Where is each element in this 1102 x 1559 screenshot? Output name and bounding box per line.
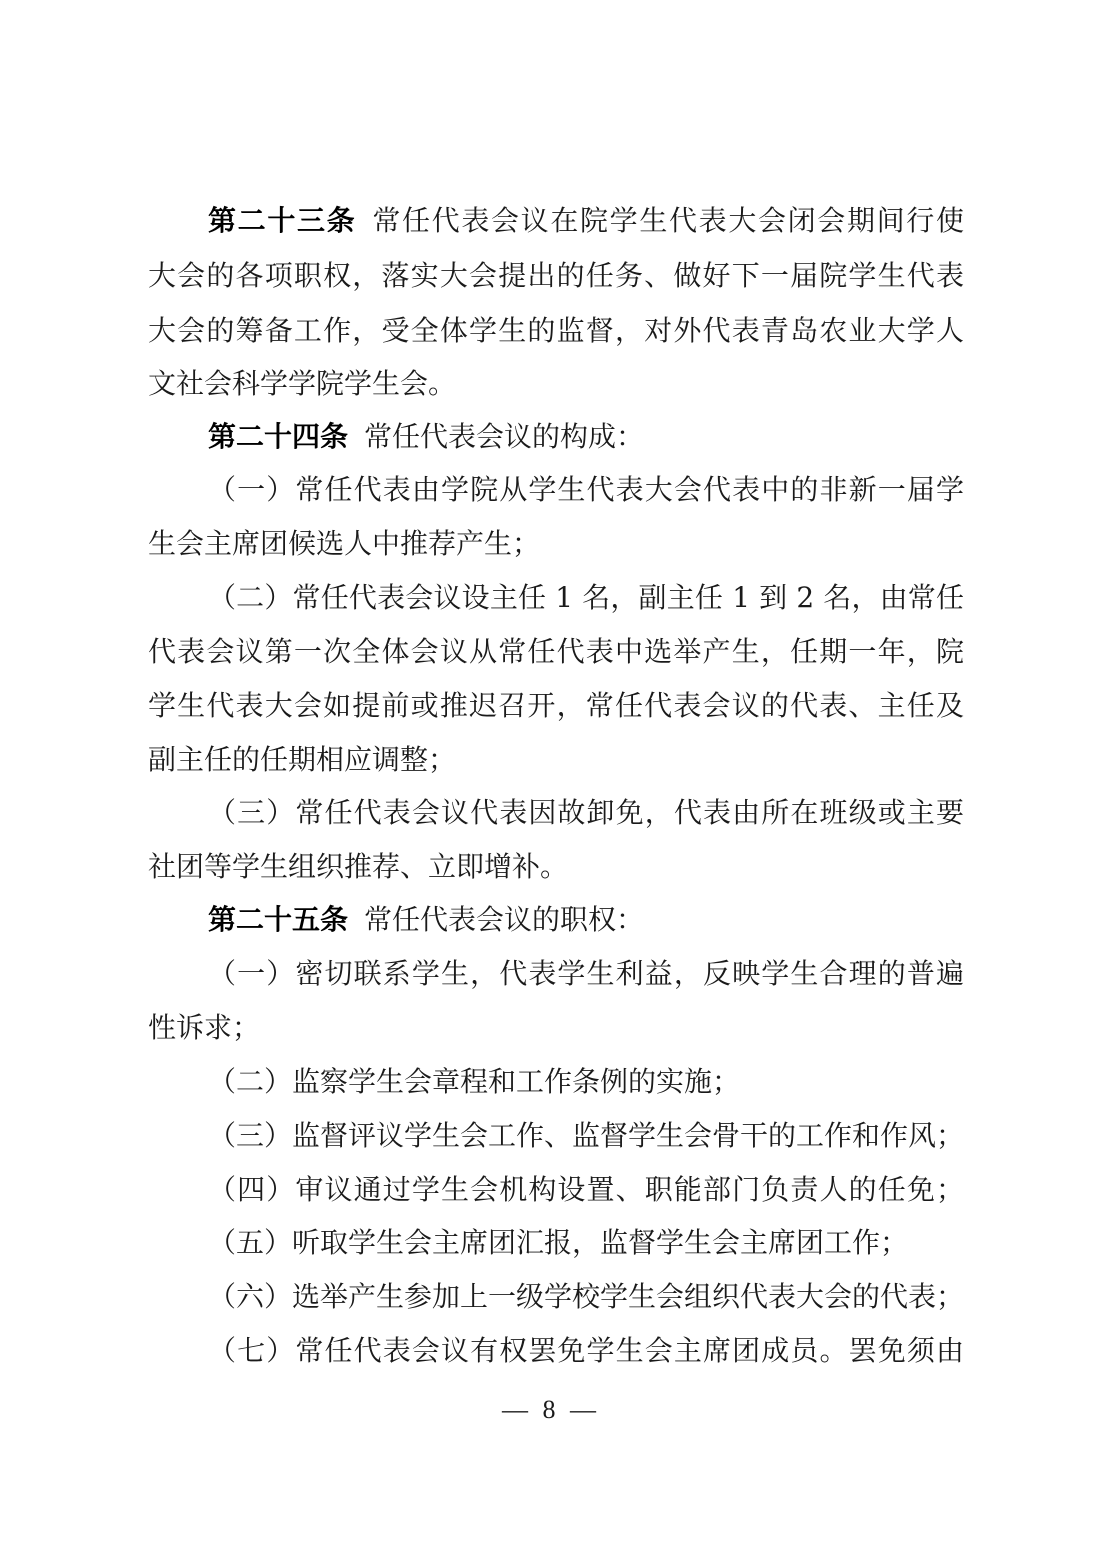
article-24-item-2-line-2: 代表会议第一次全体会议从常任代表中选举产生，任期一年，院 [148,635,964,668]
article-24-item-3-line-2: 社团等学生组织推荐、立即增补。 [148,850,569,883]
article-25-item-1-line-2: 性诉求； [148,1011,261,1044]
article-23-line-2: 大会的各项职权，落实大会提出的任务、做好下一届院学生代表 [148,259,964,292]
article-25-heading: 第二十五条 [208,903,349,936]
article-25-item-3: （三）监督评议学生会工作、监督学生会骨干的工作和作风； [208,1119,965,1152]
article-24-item-1-line-1: （一）常任代表由学院从学生代表大会代表中的非新一届学 [208,473,964,506]
article-24-item-3-line-1: （三）常任代表会议代表因故卸免，代表由所在班级或主要 [208,796,964,829]
article-24-item-2-line-1: （二）常任代表会议设主任 1 名，副主任 1 到 2 名，由常任 [208,581,964,614]
article-25-item-4: （四）审议通过学生会机构设置、职能部门负责人的任免； [208,1173,964,1206]
article-24-item-1-line-2: 生会主席团候选人中推荐产生； [148,527,541,560]
article-25-item-1-line-1: （一）密切联系学生，代表学生利益，反映学生合理的普遍 [208,957,964,990]
article-25-intro: 常任代表会议的职权： [364,903,645,936]
article-24-intro: 常任代表会议的构成： [364,420,645,453]
article-25-item-7: （七）常任代表会议有权罢免学生会主席团成员。罢免须由 [208,1334,964,1367]
article-23-line-4: 文社会科学学院学生会。 [148,367,457,400]
article-25-item-5: （五）听取学生会主席团汇报，监督学生会主席团工作； [208,1226,909,1259]
article-23-text-1: 常任代表会议在院学生代表大会闭会期间行使 [372,204,964,237]
article-25-item-2: （二）监察学生会章程和工作条例的实施； [208,1065,741,1098]
article-25-line-1 [208,900,964,940]
page-number: — 8 — [502,1395,600,1424]
article-23-heading: 第二十三条 [208,204,357,237]
article-24-line-1 [208,417,964,457]
article-23-line-3: 大会的筹备工作，受全体学生的监督，对外代表青岛农业大学人 [148,314,964,347]
article-25-item-6: （六）选举产生参加上一级学校学生会组织代表大会的代表； [208,1280,965,1313]
article-24-item-2-line-4: 副主任的任期相应调整； [148,743,457,776]
article-24-heading: 第二十四条 [208,420,349,453]
article-24-item-2-line-3: 学生代表大会如提前或推迟召开，常任代表会议的代表、主任及 [148,689,964,722]
article-23-line-1 [208,201,964,241]
